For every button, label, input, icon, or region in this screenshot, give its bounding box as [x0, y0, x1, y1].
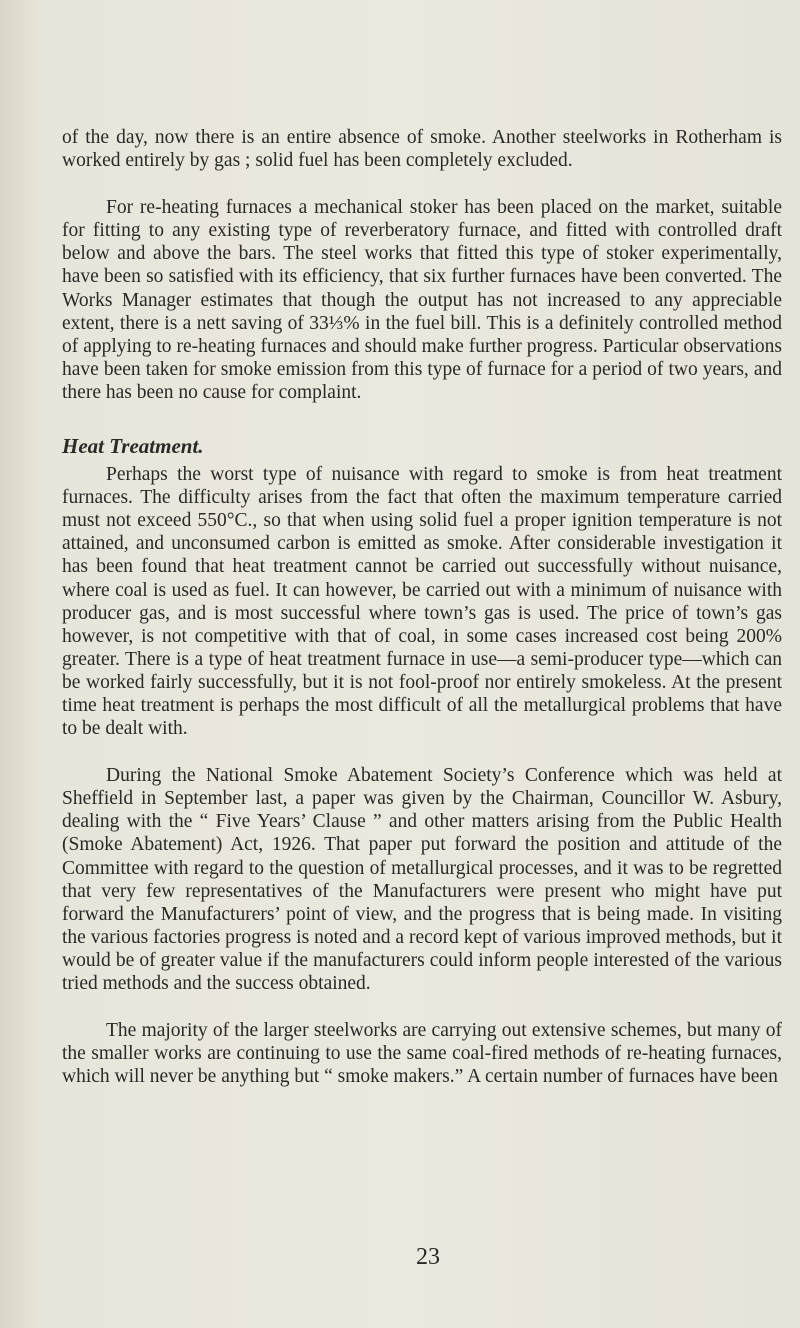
paragraph-heat-treatment: Perhaps the worst type of nuisance with regard to smoke is from heat treatment furnaces. The difficulty arises from the fact that often the maximum temperature carried must not exceed 550°C., so that when using solid fuel a proper ignition temperature is not attained, and unconsumed carbon is emitted as smoke. After considerable investigation it has been found that heat treatment cannot be carried out successfully without nuisance, where coal is used as fuel. It can however, be carried out with a minimum of nuisance with producer gas, and is most successful where town’s gas is used. The price of town’s gas however, is not competitive with that of coal, in some cases increased cost being 200% greater. There is a type of heat treatment furnace in use—a semi-producer type—which can be worked fairly successfully, but it is not fool-proof nor entirely smokeless. At the present time heat treatment is perhaps the most difficult of all the metallurgical problems that have to be dealt with.: [62, 464, 782, 740]
section-heading-heat-treatment: Heat Treatment.: [62, 434, 204, 459]
paragraph-conference: During the National Smoke Abatement Society’s Conference which was held at Sheffield in September last, a paper was given by the Chairman, Councillor W. Asbury, dealing with the “ Five Years’ Clause ” and other matters arising from the Public Health (Smoke Abatement) Act, 1926. That paper put forward the position and attitude of the Committee with regard to the question of metallurgical processes, and it was to be regretted that very few representatives of the Manufacturers were present who might have put forward the Manufacturers’ point of view, and the progress that is being made. In visiting the various factories progress is noted and a record kept of various improved methods, but it would be of greater value if the manufacturers could inform people interested of the various tried methods and the success obtained.: [62, 765, 782, 994]
paragraph-reheating-furnaces: For re-heating furnaces a mechanical stoker has been placed on the market, suitable for fitting to any existing type of reverberatory furnace, and fitted with controlled draft below and above the bars. The steel works that fitted this type of stoker experimentally, have been so satisfied with its efficiency, that six further furnaces have been converted. The Works Manager estimates that though the output has not increased to any appreciable extent, there is a nett saving of 33⅓% in the fuel bill. This is a definitely controlled method of applying to re-heating furnaces and should make further progress. Particular observations have been taken for smoke emission from this type of furnace for a period of two years, and there has been no cause for complaint.: [62, 197, 782, 403]
paragraph-continued: of the day, now there is an entire absence of smoke. Another steelworks in Rotherham is worked entirely by gas ; solid fuel has been completely excluded.: [62, 127, 782, 172]
page-number: 23: [416, 1244, 440, 1270]
body-text: [62, 126, 782, 1088]
paragraph-steelworks-majority: The majority of the larger steelworks are carrying out extensive schemes, but many of the smaller works are continuing to use the same coal-fired methods of re-heating furnaces, which will never be anything but “ smoke makers.” A certain number of furnaces have been: [62, 1020, 782, 1088]
